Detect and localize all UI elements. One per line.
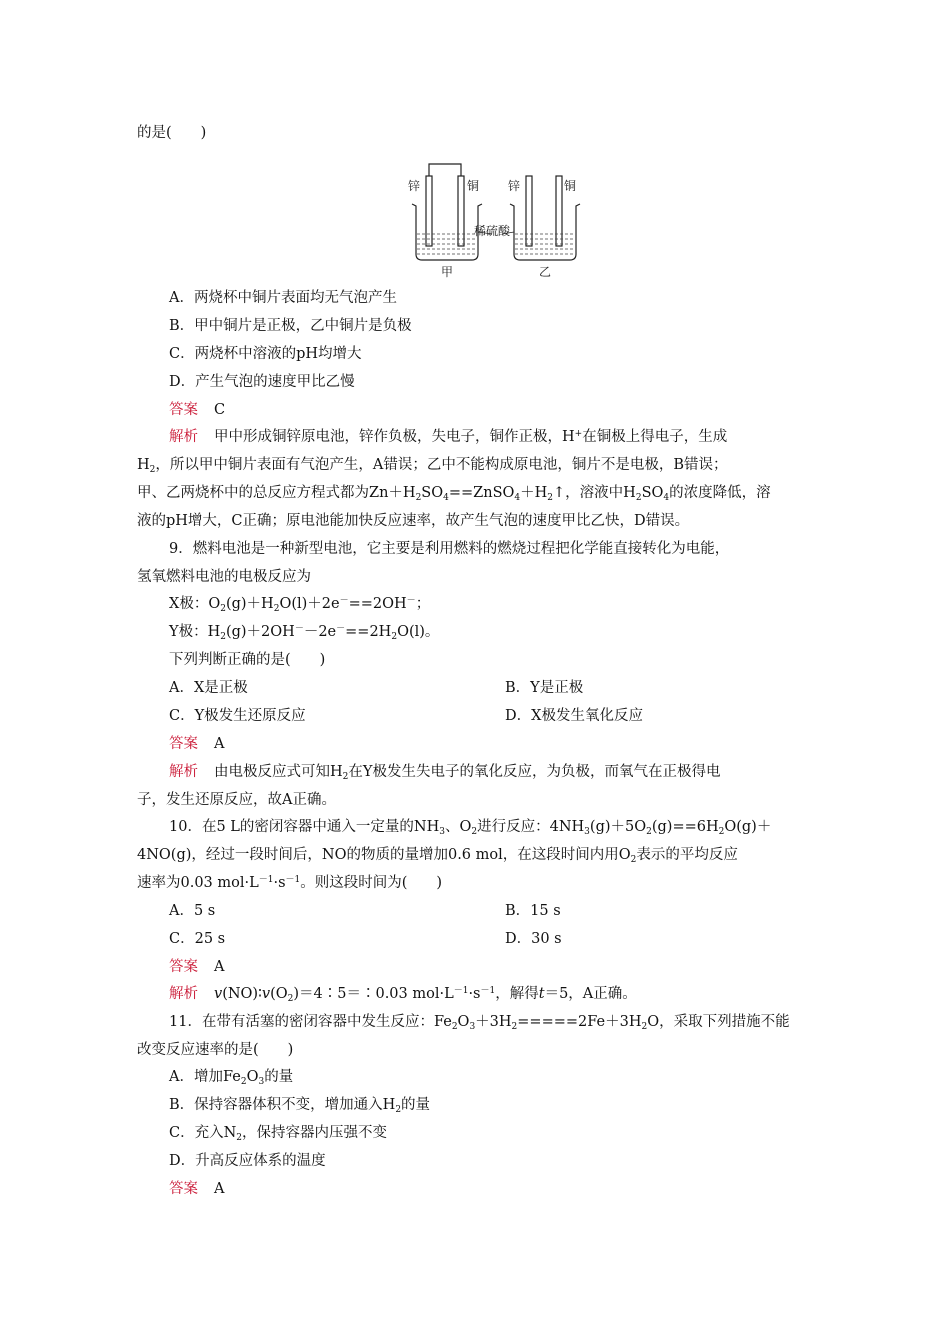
q9-option-b: B．Y是正极 <box>505 680 584 696</box>
q9-option-a: A．X是正极 <box>169 680 248 696</box>
q8-answer: 答案 C <box>169 402 226 418</box>
beaker-figure <box>400 154 585 282</box>
analysis-label: 解析 <box>169 429 198 445</box>
q9-y-electrode: Y极：$H_2(g)+2OH^--2e^-==2H_2O(l)$。 <box>169 624 440 642</box>
q11-option-a: A．增加$Fe_2O_3$的量 <box>169 1069 294 1087</box>
q8-analysis-line2: $H_2$，所以甲中铜片表面有气泡产生，A错误；乙中不能构成原电池，铜片不是电极，B错误； <box>137 457 728 475</box>
q11-answer: 答案 A <box>169 1181 225 1197</box>
zinc-label-a: 锌 <box>408 179 421 193</box>
q8-analysis-line4: 液的pH增大，C正确；原电池能加快反应速率，故产生气泡的速度甲比乙快，D错误。 <box>137 513 690 529</box>
q10-option-d: D．30 s <box>505 931 562 947</box>
zinc-electrode-a <box>426 176 432 246</box>
copper-electrode-a <box>458 176 464 246</box>
q10-analysis: 解析 $v(NO)∶v(O_2)=4∶5=∶0.03$ $mol\cdot L^{-1}\cdot s^{-1}$，解得t＝5，A正确。 <box>169 986 637 1004</box>
q8-option-c: C．两烧杯中溶液的pH均增大 <box>169 346 362 362</box>
q9-x-electrode: X极：$O_2(g)+H_2O(l)+2e^-==2OH^-$； <box>169 596 431 614</box>
q8-option-a: A．两烧杯中铜片表面均无气泡产生 <box>169 290 397 306</box>
copper-electrode-b <box>556 176 562 246</box>
q8-analysis-line1: 解析 甲中形成铜锌原电池，锌作负极，失电子，铜作正极，H+在铜极上得电子，生成 <box>169 429 728 445</box>
acid-label: 稀硫酸 <box>474 224 511 238</box>
beaker-a-label: 甲 <box>441 265 454 279</box>
beaker-a-outline <box>412 204 482 260</box>
q9-option-c: C．Y极发生还原反应 <box>169 708 306 724</box>
q11-stem-line2: 改变反应速率的是( ) <box>137 1042 294 1058</box>
zinc-electrode-b <box>526 176 532 246</box>
q10-stem-line3: 速率为0.03 $mol\cdot L^{-1}\cdot s^{-1}$。则这段时间为( ) <box>137 875 443 891</box>
q10-option-c: C．25 s <box>169 931 226 947</box>
q9-ask: 下列判断正确的是( ) <box>169 652 326 668</box>
copper-label-b: 铜 <box>564 179 577 193</box>
wire-a <box>429 164 461 176</box>
q9-option-d: D．X极发生氧化反应 <box>505 708 643 724</box>
zinc-label-b: 锌 <box>508 179 521 193</box>
q10-answer: 答案 A <box>169 959 225 975</box>
q9-stem-line2: 氢氧燃料电池的电极反应为 <box>137 569 311 585</box>
q10-stem-line1: 10．在5 L的密闭容器中通入一定量的$NH_3$、$O_2$进行反应：$4NH_3(g)+5O_2(g)==6H_2O(g)+$ <box>169 819 772 837</box>
q11-option-b: B．保持容器体积不变，增加通入$H_2$的量 <box>169 1097 431 1115</box>
q9-stem-line1: 9．燃料电池是一种新型电池，它主要是利用燃料的燃烧过程把化学能直接转化为电能， <box>169 541 730 557</box>
q10-stem-line2: 4NO(g)，经过一段时间后，NO的物质的量增加0.6 mol，在这段时间内用$O_2$表示的平均反应 <box>137 847 738 865</box>
q8-option-d: D．产生气泡的速度甲比乙慢 <box>169 374 355 390</box>
q11-option-d: D．升高反应体系的温度 <box>169 1153 326 1169</box>
question-intro: 的是( ) <box>137 125 207 141</box>
copper-label-a: 铜 <box>467 179 480 193</box>
q9-analysis-line1: 解析 由电极反应式可知$H_2$在Y极发生失电子的氧化反应，为负极，而氧气在正极得电 <box>169 764 721 782</box>
beaker-b-outline <box>510 204 580 260</box>
answer-label: 答案 <box>169 402 198 418</box>
q9-answer: 答案 A <box>169 736 225 752</box>
q11-option-c: C．充入$N_2$，保持容器内压强不变 <box>169 1125 388 1143</box>
q10-option-a: A．5 s <box>169 903 216 919</box>
q9-analysis-line2: 子，发生还原反应，故A正确。 <box>137 792 336 808</box>
q8-option-b: B．甲中铜片是正极，乙中铜片是负极 <box>169 318 412 334</box>
q10-option-b: B．15 s <box>505 903 561 919</box>
q11-stem-line1: 11．在带有活塞的密闭容器中发生反应：$Fe_2O_3+3H_2=====2Fe+3H_2O$，采取下列措施不能 <box>169 1014 790 1032</box>
beaker-b-label: 乙 <box>539 265 552 279</box>
q8-analysis-line3: 甲、乙两烧杯中的总反应方程式都为$Zn+H_2SO_4==ZnSO_4+H_2↑$，溶液中$H_2SO_4$的浓度降低，溶 <box>137 485 771 503</box>
